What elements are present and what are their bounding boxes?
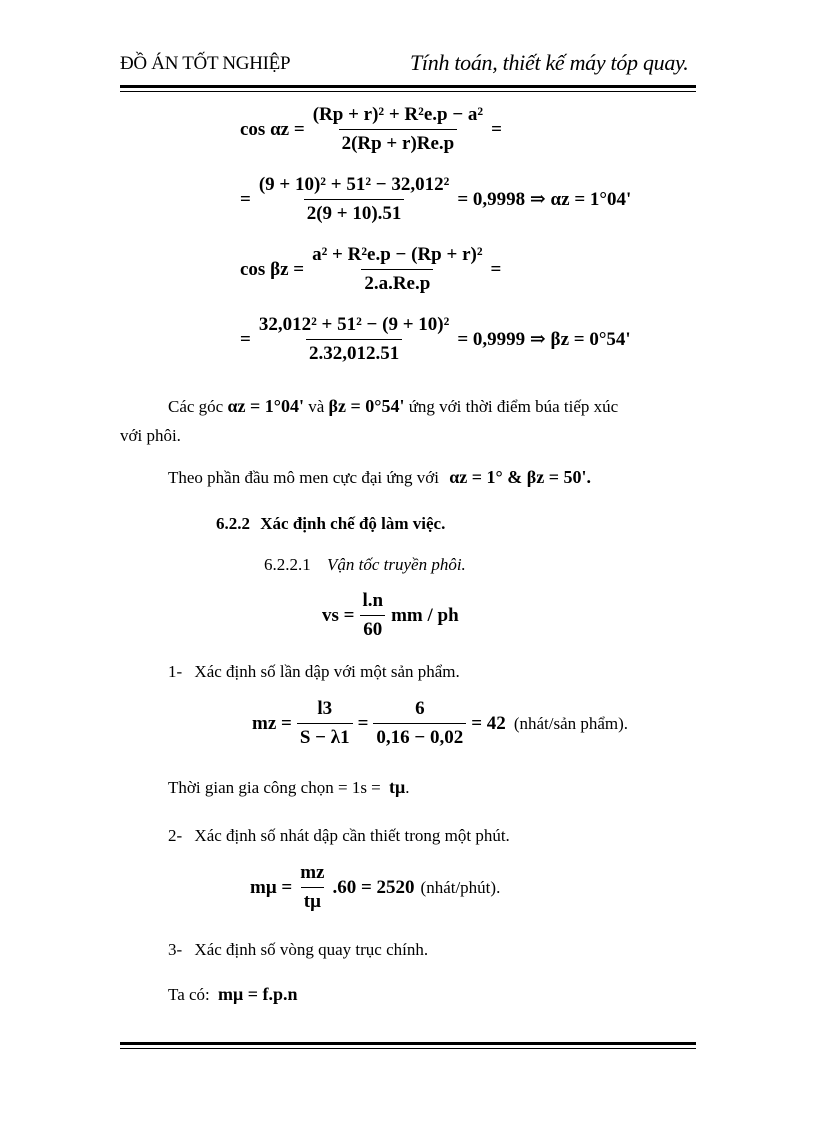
- eq3-lhs: cos βz =: [240, 258, 305, 280]
- footer-rule: [120, 1042, 696, 1049]
- item3-number: 3-: [168, 940, 183, 959]
- eq3-tail: =: [490, 258, 502, 280]
- para2-text: Theo phần đầu mô men cực đại ứng với: [168, 468, 440, 487]
- eq2-denominator: 2(9 + 10).51: [304, 199, 405, 225]
- eq6-denominator-2: 0,16 − 0,02: [373, 723, 466, 749]
- eq7-unit: (nhát/phút).: [420, 877, 501, 897]
- eq6-unit: (nhát/sản phẩm).: [513, 713, 629, 733]
- paragraph-machining-time: [168, 777, 409, 798]
- eq5-denominator: 60: [360, 615, 385, 641]
- eq4-result: = 0,9999 ⇒ βz = 0°54': [457, 329, 631, 350]
- para4-math: mμ = f.p.n: [218, 984, 298, 1004]
- eq6-fraction-1: [297, 698, 353, 749]
- eq4-fraction: [256, 314, 452, 365]
- eq3-denominator: 2.a.Re.p: [361, 269, 433, 295]
- paragraph-we-have: [168, 984, 298, 1005]
- eq7-result: .60 = 2520: [332, 876, 415, 898]
- header-left-title: ĐỒ ÁN TỐT NGHIỆP: [120, 53, 291, 74]
- equation-cos-beta: [240, 244, 501, 295]
- eq6-numerator-1: l3: [317, 698, 333, 719]
- para1-math-beta: βz = 0°54': [328, 396, 405, 416]
- para3-end: .: [405, 778, 410, 797]
- eq2-result: = 0,9998 ⇒ αz = 1°04': [457, 189, 632, 210]
- equation-alpha-value: [240, 174, 631, 225]
- subsection-title: Vận tốc truyền phôi.: [327, 555, 466, 574]
- eq2-lead: =: [240, 188, 251, 210]
- eq5-lhs: vs =: [322, 604, 355, 626]
- eq6-result: = 42: [471, 712, 506, 734]
- eq6-numerator-2: 6: [415, 698, 425, 719]
- eq7-denominator: tμ: [301, 887, 324, 913]
- paragraph-angles: [168, 396, 618, 417]
- equation-strokes-per-minute: [250, 862, 500, 913]
- para1-text-c: ứng với thời điểm búa tiếp xúc: [408, 397, 619, 416]
- eq7-fraction: [297, 862, 327, 913]
- equation-beta-value: [240, 314, 631, 365]
- para4-text: Ta có:: [168, 985, 210, 1004]
- eq1-denominator: 2(Rp + r)Re.p: [339, 129, 458, 155]
- equation-cos-alpha: [240, 104, 502, 155]
- equation-strokes-per-product: [252, 698, 628, 749]
- eq7-lhs: mμ =: [250, 876, 293, 898]
- item3-text: Xác định số vòng quay trục chính.: [194, 940, 429, 959]
- header-rule: [120, 85, 696, 92]
- eq6-equals: =: [357, 712, 369, 734]
- eq5-fraction: [359, 590, 386, 641]
- section-number: 6.2.2: [216, 514, 250, 533]
- eq3-numerator: a² + R²e.p − (Rp + r)²: [312, 244, 483, 265]
- eq6-denominator-1: S − λ1: [297, 723, 353, 749]
- item2-text: Xác định số nhát dập cần thiết trong một phút.: [194, 826, 510, 845]
- item1-number: 1-: [168, 662, 183, 681]
- subsection-heading: [264, 555, 466, 575]
- eq2-numerator: (9 + 10)² + 51² − 32,012²: [258, 174, 450, 195]
- para1-math-alpha: αz = 1°04': [227, 396, 304, 416]
- eq7-numerator: mz: [300, 862, 325, 883]
- eq3-fraction: [309, 244, 485, 295]
- item2-number: 2-: [168, 826, 183, 845]
- para1-text-a: Các góc: [168, 397, 224, 416]
- eq1-numerator: (Rp + r)² + R²e.p − a²: [312, 104, 484, 125]
- eq1-fraction: [310, 104, 486, 155]
- paragraph-max-moment: [168, 467, 591, 488]
- section-heading: [216, 514, 445, 534]
- eq6-lhs: mz =: [252, 712, 292, 734]
- list-item-3: [168, 940, 428, 960]
- para2-math: αz = 1° & βz = 50'.: [449, 467, 591, 487]
- item1-text: Xác định số lần dập với một sản phẩm.: [194, 662, 460, 681]
- equation-feed-velocity: [322, 590, 459, 641]
- eq6-fraction-2: [373, 698, 466, 749]
- eq2-fraction: [256, 174, 452, 225]
- header-right-title: Tính toán, thiết kế máy tóp quay.: [410, 50, 689, 75]
- eq4-denominator: 2.32,012.51: [306, 339, 402, 365]
- eq1-tail: =: [491, 118, 502, 140]
- eq4-numerator: 32,012² + 51² − (9 + 10)²: [258, 314, 450, 335]
- section-title: Xác định chế độ làm việc.: [260, 514, 446, 533]
- eq4-lead: =: [240, 328, 251, 350]
- list-item-1: [168, 662, 460, 682]
- eq5-numerator: l.n: [362, 590, 384, 611]
- paragraph-angles-line2: với phôi.: [120, 426, 181, 445]
- eq1-lhs: cos αz =: [240, 118, 305, 140]
- para3-text: Thời gian gia công chọn = 1s =: [168, 778, 381, 797]
- subsection-number: 6.2.2.1: [264, 555, 311, 574]
- list-item-2: [168, 826, 510, 846]
- para3-math: tμ: [389, 777, 406, 797]
- para1-text-b: và: [308, 397, 325, 416]
- eq5-unit: mm / ph: [391, 604, 459, 626]
